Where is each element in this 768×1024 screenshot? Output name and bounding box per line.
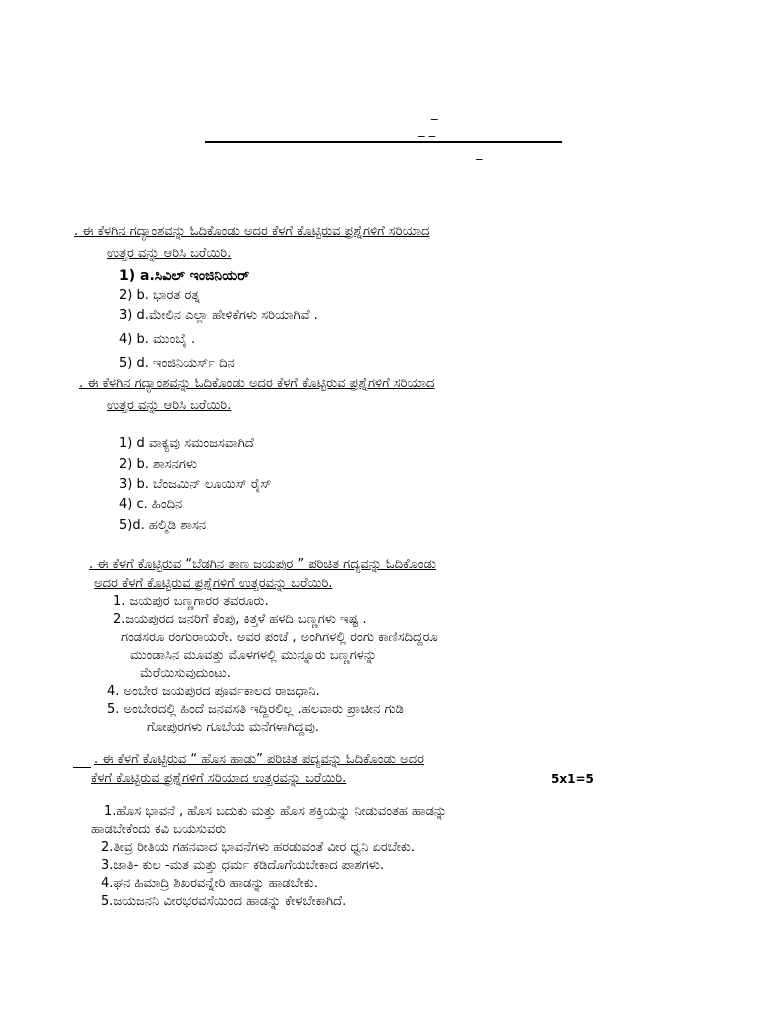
header-rule <box>205 141 562 143</box>
section4-line-2: ಹಾಡಬೇಕೆಂದು ಕವಿ ಬಯಸುವರು <box>91 822 227 837</box>
section4-score: 5x1=5 <box>551 772 594 786</box>
section4-blank-line <box>73 767 91 768</box>
header-bottom-mark: _ <box>476 146 483 161</box>
section2-answer-3: 3) b. ಬೆಂಜಮಿನ್ ಲೂಯಿಸ್ ರೈಸ್ <box>119 477 272 492</box>
section3-line-3: ಗಂಡಸರೂ ರಂಗುರಾಯರೇ. ಅವರ ಪಂಚೆ , ಅಂಗಿಗಳಲ್ಲಿ ರಂಗು ಕಾಣಿಸದಿದ್ದರೂ <box>121 630 438 645</box>
section3-line-5: ಮೆರೆಯಿಸುವುದುಂಟು. <box>140 666 231 681</box>
header-mid-marks: _ _ <box>418 123 436 138</box>
section2-heading-line2: ಉತ್ತರ ವನ್ನು ಆರಿಸಿ ಬರೆಯಿರಿ. <box>107 398 232 413</box>
section1-answer-1: 1) a.ಸಿವಿಲ್ ಇಂಜಿನಿಯರ್ <box>119 268 250 284</box>
section2-answer-5: 5)d. ಹಲ್ಮಿಡಿ ಶಾಸನ <box>119 518 207 533</box>
section4-line-3: 2.ತೀವ್ರ ರೀತಿಯ ಗಹನವಾದ ಭಾವನೆಗಳು ಹರಡುವಂತೆ ವೀರ ಧ್ವನಿ ಏರಬೇಕು. <box>101 840 415 855</box>
section3-line-8: ಗೋಪುರಗಳು ಗೂಬೆಯ ಮನೆಗಳಾಗಿದ್ದವು. <box>147 720 319 735</box>
section3-line-2: 2.ಜಯಪುರದ ಜನರಿಗೆ ಕೆಂಪು, ಕಿತ್ತಳೆ ಹಳದಿ ಬಣ್ಣಗಳು ಇಷ್ಟ . <box>113 612 367 627</box>
section4-line-5: 4.ಘನ ಹಿಮಾದ್ರಿ ಶಿಖರವನ್ನೇರಿ ಹಾಡನ್ನು ಹಾಡಬೇಕು. <box>101 876 318 891</box>
section3-line-7: 5. ಅಂಬೇರದಲ್ಲಿ ಹಿಂದೆ ಜನವಸತಿ ಇದ್ದಿರಲಿಲ್ಲ .ಹಲವಾರು ಪ್ರಾಚೀನ ಗುಡಿ <box>107 702 404 717</box>
header-top-mark: _ <box>431 106 438 121</box>
section2-heading-line1: . ಈ ಕೆಳಗಿನ ಗದ್ಯಾಂಶವನ್ನು ಓದಿಕೊಂಡು ಅದರ ಕೆಳಗೆ ಕೊಟ್ಟಿರುವ ಪ್ರಶ್ನೆಗಳಿಗೆ ಸರಿಯಾದ <box>79 376 435 391</box>
section4-line-1: 1.ಹೊಸ ಭಾವನೆ , ಹೊಸ ಬದುಕು ಮತ್ತು ಹೊಸ ಶಕ್ತಿಯನ್ನು ನೀಡುವಂತಹ ಹಾಡನ್ನು <box>104 804 448 819</box>
section3-line-4: ಮುಂಡಾಸಿನ ಮೂವತ್ತು ಮೊಳಗಳಲ್ಲಿ ಮುನ್ನೂರು ಬಣ್ಣಗಳನ್ನು <box>130 648 377 663</box>
section3-heading-line1: . ಈ ಕೆಳಗೆ ಕೊಟ್ಟಿರುವ “ಬೆಡಗಿನ ತಾಣ ಜಯಪುರ ” ಪರಿಚಿತ ಗದ್ಯವನ್ನು ಓದಿಕೊಂಡು <box>89 557 436 572</box>
section4-heading-line2: ಕೆಳಗೆ ಕೊಟ್ಟಿರುವ ಪ್ರಶ್ನೆಗಳಿಗೆ ಸರಿಯಾದ ಉತ್ತರವನ್ನು ಬರೆಯಿರಿ. <box>91 771 347 786</box>
section2-answer-2: 2) b. ಶಾಸನಗಳು <box>119 457 198 472</box>
section3-line-6: 4. ಅಂಬೇರ ಜಯಪುರದ ಪೂರ್ವಕಾಲದ ರಾಜಧಾನಿ. <box>107 684 320 699</box>
section1-answer-2: 2) b. ಭಾರತ ರತ್ನ <box>119 288 200 303</box>
section3-heading-line2: ಅದರ ಕೆಳಗೆ ಕೊಟ್ಟಿರುವ ಪ್ರಶ್ನೆಗಳಿಗೆ ಉತ್ತರವನ್ನು ಬರೆಯಿರಿ. <box>94 576 333 591</box>
section1-answer-5: 5) d. ಇಂಜಿನಿಯರ್ಸ್ ದಿನ <box>119 356 235 371</box>
section4-line-4: 3.ಜಾತಿ- ಕುಲ -ಮತ ಮತ್ತು ಧರ್ಮ ಕಡಿದೊಗೆಯಬೇಕಾದ ಪಾಶಗಳು. <box>101 858 385 873</box>
section1-answer-4: 4) b. ಮುಂಬೈ . <box>119 332 196 347</box>
section1-heading-line2: ಉತ್ತರ ವನ್ನು ಆರಿಸಿ ಬರೆಯಿರಿ. <box>107 246 232 261</box>
section3-line-1: 1. ಜಯಪುರ ಬಣ್ಣಗಾರರ ತವರೂರು. <box>113 594 269 609</box>
section2-answer-4: 4) c. ಹಿಂದಿನ <box>119 497 183 512</box>
section4-heading-line1: . ಈ ಕೆಳಗೆ ಕೊಟ್ಟಿರುವ “ ಹೊಸ ಹಾಡು” ಪರಿಚಿತ ಪದ್ಯವನ್ನು ಓದಿಕೊಂಡು ಅದರ <box>94 752 425 767</box>
section2-answer-1: 1) d ವಾಕ್ಯವು ಸಮಂಜಸವಾಗಿದೆ <box>119 436 254 451</box>
section1-heading-line1: . ಈ ಕೆಳಗಿನ ಗದ್ಯಾಂಶವನ್ನು ಓದಿಕೊಂಡು ಅದರ ಕೆಳಗೆ ಕೊಟ್ಟಿರುವ ಪ್ರಶ್ನೆಗಳಿಗೆ ಸರಿಯಾದ <box>74 224 430 239</box>
section1-answer-3: 3) d.ಮೇಲಿನ ಎಲ್ಲಾ ಹೇಳಿಕೆಗಳು ಸರಿಯಾಗಿವೆ . <box>119 308 318 323</box>
section4-line-6: 5.ಜಯಜನನಿ ವೀರಭರವಸೆಯಿಂದ ಹಾಡನ್ನು ಕೇಳಬೇಕಾಗಿದೆ. <box>101 894 347 909</box>
